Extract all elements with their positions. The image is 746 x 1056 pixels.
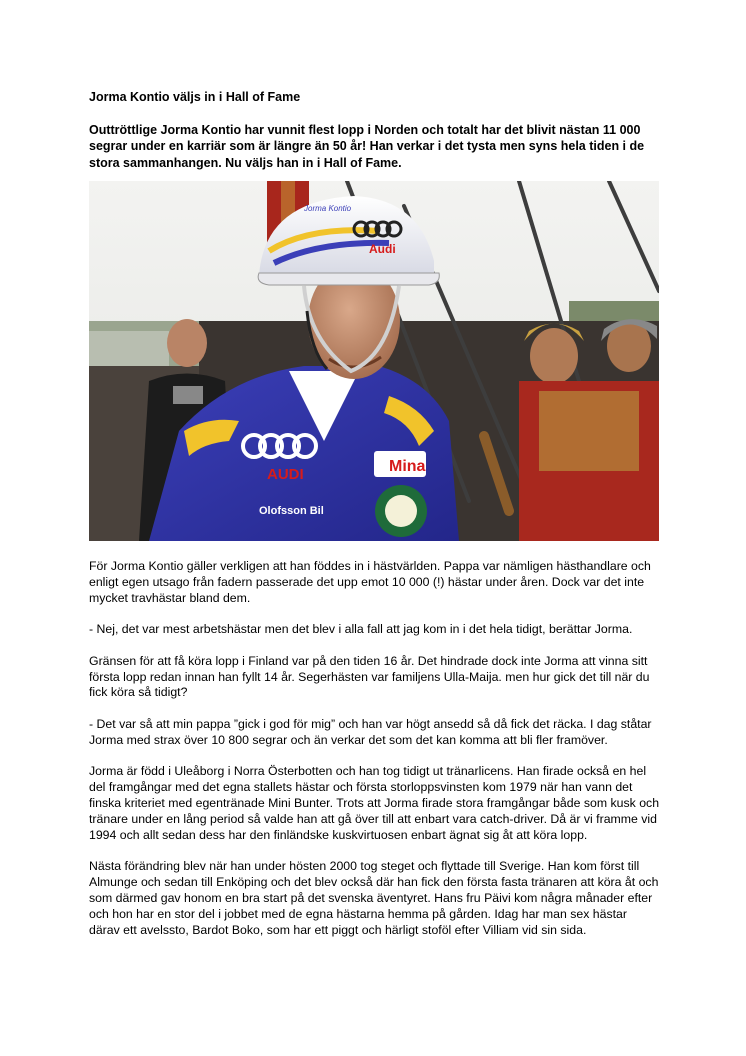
article-photo	[89, 181, 659, 541]
svg-text:Olofsson Bil: Olofsson Bil	[259, 505, 324, 517]
paragraph: För Jorma Kontio gäller verkligen att han föddes in i hästvärlden. Pappa var nämligen hästhandlare och enligt egen utsago från fadern passerade det upp emot 10 000 (!) hästar under åren. Dock var det inte mycket travhästar bland dem.	[89, 559, 651, 605]
article-lead: Outtröttlige Jorma Kontio har vunnit flest lopp i Norden och totalt har det blivit nästan 11 000 segrar under en karriär som är längre än 50 år! Han verkar i det tysta men syns hela tiden i de stora sammanhangen. Nu väljs han in i Hall of Fame.	[89, 123, 645, 170]
paragraph: Nästa förändring blev när han under hösten 2000 tog steget och flyttade till Sverige. Han kom först till Almunge och sedan till Enköping och det blev också där han fick den första fasta tränaren att köra åt och som därmed gav honom en bra start på det svenska äventyret. Hans fru Päivi kom några månader efter och hon har en stor del i jobbet med de egna hästarna hemma på gården. Idag har man sex hästar därav ett avelssto, Bardot Boko, som har ett piggt och härligt stoföl efter Villiam vid sin sida.	[89, 859, 659, 937]
article-headline: Jorma Kontio väljs in i Hall of Fame	[89, 90, 301, 104]
svg-text:Jorma Kontio: Jorma Kontio	[304, 204, 352, 213]
paragraph: Jorma är född i Uleåborg i Norra Österbotten och han tog tidigt ut tränarlicens. Han firade också en hel del framgångar med det egna stallets hästar och första storloppsvinsten kom 1979 när han vann det finska kriteriet med egentränade Mini Bunter. Trots att Jorma firade stora framgångar både som kusk och tränare under en lång period så valde han att gå över till att enbart vara catch-driver. Då är vi framme vid 1994 och allt sedan dess har den finländske kuskvirtuosen enbart ägnat sig åt att köra lopp.	[89, 764, 660, 842]
article-body	[89, 559, 661, 954]
svg-text:Mina: Mina	[389, 458, 426, 475]
paragraph: Gränsen för att få köra lopp i Finland var på den tiden 16 år. Det hindrade dock inte Jorma att vinna sitt första lopp redan innan han fyllt 14 år. Segerhästen var familjens Ulla-Maija. men hur gick det till när du fick köra så tidigt?	[89, 653, 650, 700]
svg-text:AUDI: AUDI	[267, 466, 304, 483]
paragraph: - Det var så att min pappa ”gick i god för mig” och han var högt ansedd så då fick det räcka. I dag ståtar Jorma med strax över 10 800 segrar och än verkar det som det kan komma att bli fler framöver.	[89, 716, 652, 747]
svg-text:Audi: Audi	[369, 242, 396, 256]
paragraph: - Nej, det var mest arbetshästar men det blev i alla fall att jag kom in i det hela tidigt, berättar Jorma.	[89, 622, 633, 637]
